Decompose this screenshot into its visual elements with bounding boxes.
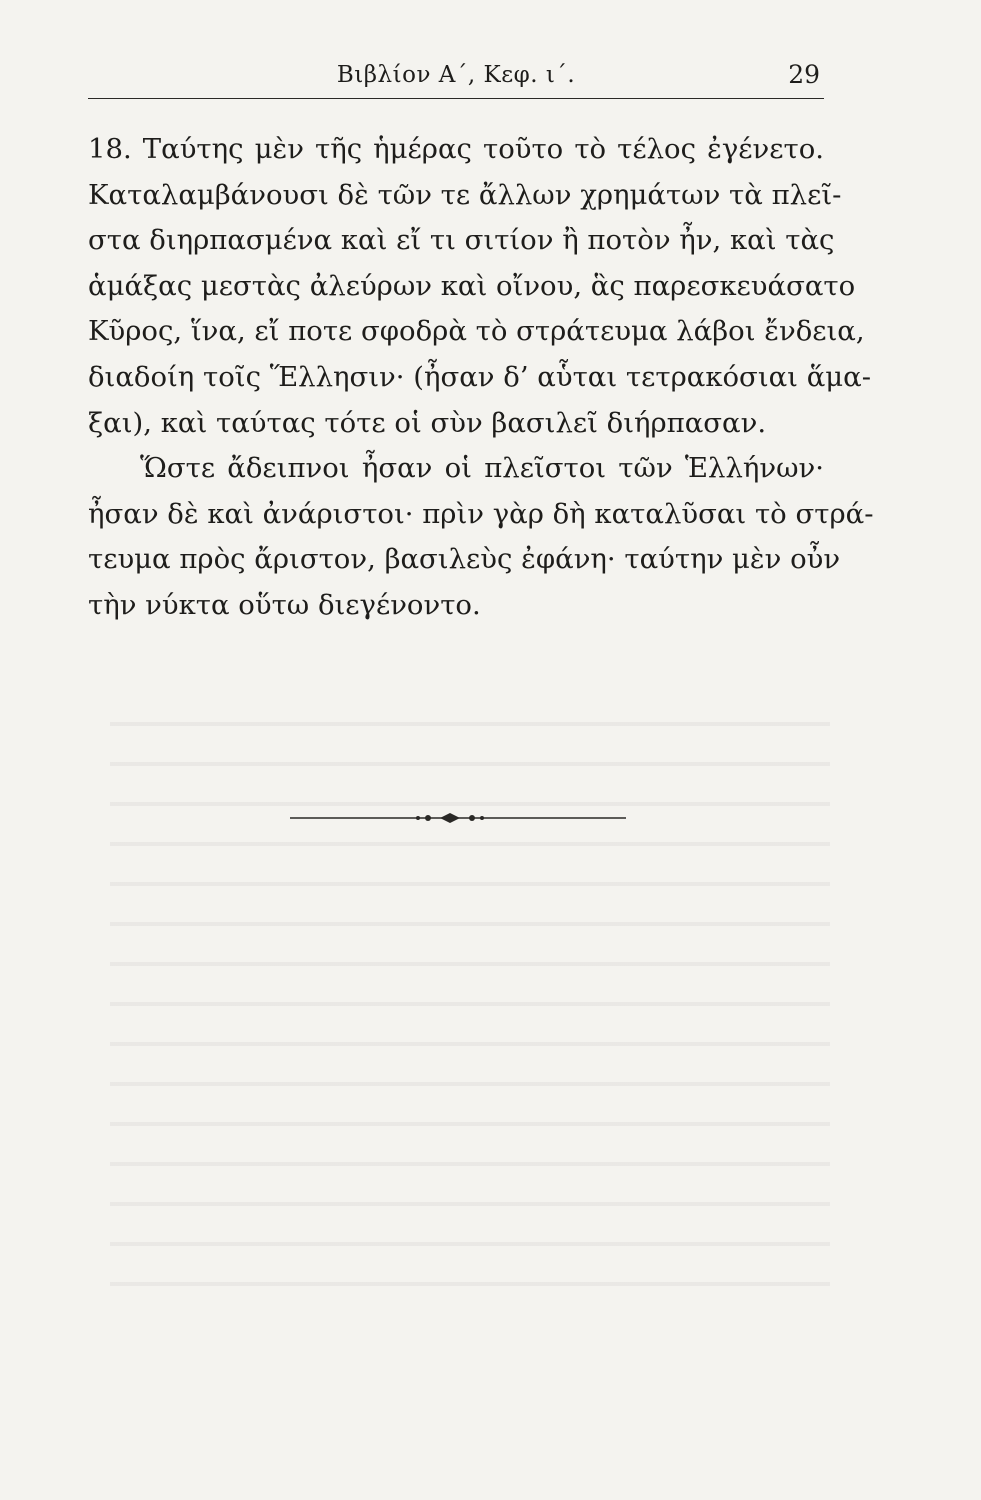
main-text [88,127,874,629]
show-through-texture [110,700,830,1300]
text-line: ἦσαν δὲ καὶ ἀνάριστοι· πρὶν γὰρ δὴ καταλῦσαι τὸ στρά- [88,497,874,530]
text-line: ξαι), καὶ ταύτας τότε οἱ σὺν βασιλεῖ διήρπασαν. [88,406,767,439]
text-line: διαδοίη τοῖς Ἕλλησιν· (ἦσαν δ’ αὗται τετρακόσιαι ἅμα- [88,360,872,393]
text-line: ἁμάξας μεστὰς ἀλεύρων καὶ οἴνου, ἃς παρεσκευάσατο [88,269,856,302]
running-head [88,58,824,98]
section-end-ornament-icon [290,806,626,830]
text-line: Ὥστε ἄδειπνοι ἦσαν οἱ πλεῖστοι τῶν Ἑλλήνων· [140,452,824,485]
text-line: Κῦρος, ἵνα, εἴ ποτε σφοδρὰ τὸ στράτευμα λάβοι ἔνδεια, [88,315,865,348]
text-line: Καταλαμβάνουσι δὲ τῶν τε ἄλλων χρημάτων τὰ πλεῖ- [88,178,842,211]
text-line: τευμα πρὸς ἄριστον, βασιλεὺς ἐφάνη· ταύτην μὲν οὖν [88,543,841,576]
text-line: 18. Ταύτης μὲν τῆς ἡμέρας τοῦτο τὸ τέλος ἐγένετο. [88,133,824,165]
page-number: 29 [788,60,820,89]
text-line: τὴν νύκτα οὕτω διεγένοντο. [88,588,481,621]
header-rule [88,98,824,99]
running-title: Βιβλίον Α΄, Κεφ. ι΄. [336,62,576,88]
text-line: στα διηρπασμένα καὶ εἴ τι σιτίον ἢ ποτὸν ἦν, καὶ τὰς [88,224,835,257]
